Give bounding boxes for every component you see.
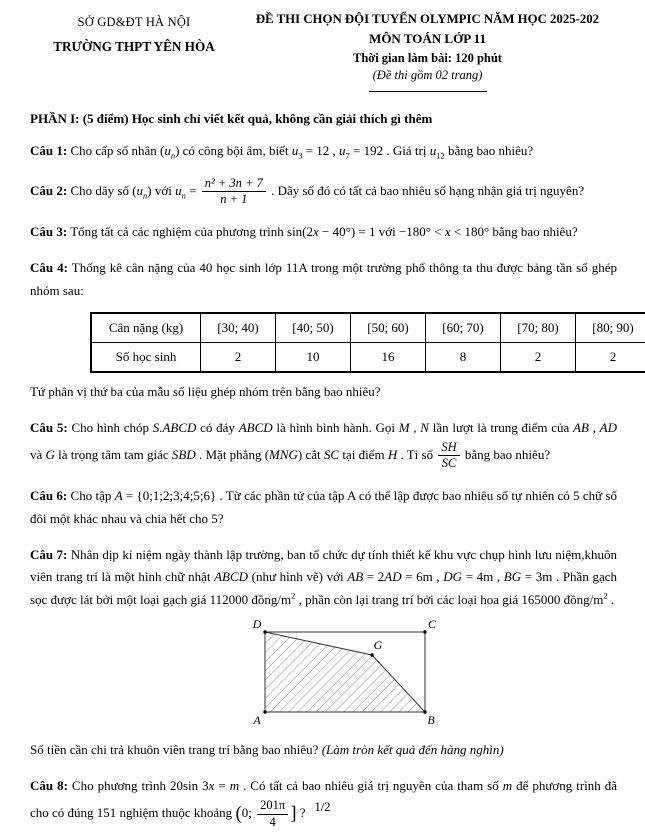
text-segment: Cho cấp số nhân ( [70, 143, 165, 158]
text-segment: , [588, 420, 600, 435]
question-1-label: Câu 1: [30, 143, 68, 158]
question-4-followup: Tứ phân vị thứ ba của mẫu số liệu ghép nhóm trên bằng bao nhiêu? [30, 384, 381, 400]
question-2-label: Câu 2: [30, 182, 68, 198]
table-cell: Số học sinh [91, 343, 201, 373]
fraction-denominator: n + 1 [220, 192, 248, 207]
text-segment: để phương trình đã cho có đúng 151 nghiệm thuộc khoảng [30, 777, 618, 821]
text-segment: 12 [436, 150, 445, 161]
text-segment: = {0;1;2;3;4;5;6} . Từ các phần tử của tập A có thể lập được bao nhiêu số tự nhiên có 5 chữ số đôi một khác nhau và chia hết cho 5? [30, 488, 618, 526]
school-name: TRƯỜNG THPT YÊN HÒA [53, 39, 215, 54]
text-segment: S.ABCD [152, 420, 197, 435]
text-segment: . Dãy số đó có tất cả bao nhiêu số hạng nhận giá trị nguyên? [267, 182, 585, 198]
table-cell: 8 [426, 343, 501, 373]
table-cell: Cân nặng (kg) [91, 313, 201, 343]
exam-pages-note: (Đề thi gồm 02 trang) [372, 68, 483, 82]
question-7-followup [30, 739, 617, 762]
text-segment: u [164, 143, 171, 158]
text-segment: ? [296, 805, 306, 821]
question-7-text [30, 547, 617, 608]
fraction-numerator: n² + 3n + 7 [202, 176, 266, 193]
text-segment: (Làm tròn kết quả đến hàng nghìn) [321, 741, 504, 757]
table-cell: 2 [576, 343, 645, 373]
question-6-label: Câu 6: [30, 488, 68, 503]
header-exam-block [238, 12, 617, 92]
text-segment: AB [573, 420, 589, 435]
table-cell: [80; 90) [576, 313, 645, 343]
text-segment: ABCD [238, 420, 273, 435]
text-segment: N [420, 420, 429, 435]
text-segment: AB [347, 569, 364, 585]
figure-label-d: D [252, 616, 262, 631]
text-segment: ) cắt [297, 446, 324, 462]
fraction [436, 440, 461, 472]
rectangle-figure [238, 615, 463, 727]
text-segment: ] [290, 803, 297, 825]
text-segment: ( [235, 803, 242, 825]
table-row [91, 343, 645, 373]
table-cell: 16 [351, 343, 426, 373]
exam-title: ĐỀ THI CHỌN ĐỘI TUYỂN OLYMPIC NĂM HỌC 2025-202 [255, 12, 600, 26]
text-segment: . Có tất cả bao nhiêu giá trị nguyên của tham số [239, 777, 503, 793]
text-segment: x [208, 777, 215, 793]
table-cell: [50; 60) [351, 313, 426, 343]
question-7 [30, 544, 617, 612]
text-segment: (như hình vẽ) với [248, 569, 348, 585]
question-3-text [70, 224, 577, 239]
text-segment: và [30, 446, 46, 462]
question-5-label: Câu 5: [30, 420, 68, 435]
text-segment: Nhân dịp kỉ niệm ngày thành lập trường, ban tổ chức dự tính thiết kế khu vực chụp hình lưu niệm,khuôn viên trang trí là một hình chữ nhật [30, 546, 618, 585]
text-segment: − 40°) = 1 với −180° < [318, 224, 445, 239]
question-3 [30, 221, 617, 244]
text-segment: = 192 . Giá trị [349, 143, 430, 158]
text-segment: MNG [269, 446, 298, 462]
text-segment: u [339, 143, 346, 158]
text-segment: = 6m , [401, 569, 444, 585]
text-segment: n [181, 190, 186, 201]
text-segment: H [387, 446, 398, 462]
text-segment: DG [443, 569, 463, 585]
text-segment: Thống kê cân nặng của 40 học sinh lớp 11A trong một trường phổ thông ta thu được bảng tần số ghép nhóm sau: [30, 259, 618, 298]
text-segment: , phần còn lại trang trí bởi các loại hoa giá 165000 đồng/m [295, 592, 604, 607]
question-6-text [30, 488, 617, 526]
text-segment: = [185, 182, 200, 198]
text-segment: m [229, 777, 240, 793]
exam-subject: MÔN TOÁN LỚP 11 [369, 31, 486, 46]
text-segment: M [398, 420, 410, 435]
text-segment: 7 [345, 150, 350, 161]
text-segment: Cho tập [70, 488, 115, 503]
text-segment: A [114, 488, 123, 503]
figure-label-g: G [373, 637, 383, 652]
text-segment: n [170, 150, 176, 161]
vertex-dot [423, 710, 426, 713]
fraction-numerator: SH [438, 440, 459, 457]
question-7-label: Câu 7: [30, 546, 68, 562]
text-segment: 0; [241, 805, 256, 821]
text-segment: là hình bình hành. Gọi [272, 420, 399, 435]
text-segment: 2 [291, 590, 296, 601]
header-divider [369, 91, 487, 92]
text-segment: 3 [298, 150, 303, 161]
text-segment: n [143, 190, 148, 201]
question-1 [30, 140, 617, 163]
figure-label-c: C [427, 616, 437, 631]
text-segment: m [502, 777, 513, 793]
text-segment: là trọng tâm tam giác [54, 446, 172, 462]
text-segment: có đáy [196, 420, 239, 435]
text-segment: BG [503, 569, 522, 585]
text-segment: AD [599, 420, 617, 435]
text-segment: < 180° bằng bao nhiêu? [450, 224, 578, 239]
table-cell: 10 [276, 343, 351, 373]
text-segment: ABCD [214, 569, 249, 585]
text-segment: = 4m , [462, 569, 504, 585]
text-segment: , [409, 420, 421, 435]
hatched-region [265, 632, 425, 712]
table-cell: [70; 80) [501, 313, 576, 343]
header-school-block [30, 12, 238, 92]
text-segment: . Tỉ số [397, 446, 437, 462]
text-segment: ) có công bội âm, biết [175, 143, 292, 158]
table-cell: 2 [501, 343, 576, 373]
frequency-table [90, 312, 645, 373]
figure-label-b: B [427, 712, 435, 727]
question-1-text [70, 143, 534, 161]
department-name: SỞ GD&ĐT HÀ NỘI [77, 15, 191, 29]
exam-duration: Thời gian làm bài: 120 phút [353, 51, 502, 65]
text-segment: Cho hình chóp [71, 420, 153, 435]
text-segment: Cho dãy số ( [70, 182, 137, 198]
question-4-text [30, 260, 617, 298]
text-segment: SC [323, 446, 340, 462]
fraction [200, 176, 268, 208]
text-segment: u [429, 143, 437, 158]
question-4-label: Câu 4: [30, 259, 68, 275]
table-cell: [60; 70) [426, 313, 501, 343]
question-5 [30, 417, 617, 472]
section-heading: PHẦN I: (5 điểm) Học sinh chỉ viết kết quả, không cần giải thích gì thêm [30, 111, 433, 126]
text-segment: x [313, 224, 319, 239]
text-segment: lần lượt là trung điểm của [428, 420, 574, 435]
table-cell: [30; 40) [201, 313, 276, 343]
text-segment: = 3m . Phần gạch sọc được lát bởi một loại gạch giá 112000 đồng/m [30, 569, 617, 607]
question-5-text [30, 420, 617, 471]
page-number: 1/2 [314, 800, 331, 814]
text-segment: G [45, 446, 55, 462]
fraction-denominator: SC [441, 456, 457, 471]
vertex-dot [423, 630, 426, 633]
text-segment: . [607, 592, 615, 607]
text-segment: SBD [171, 446, 196, 462]
question-2-text [70, 175, 585, 207]
figure-container [238, 615, 617, 731]
table-cell: [40; 50) [276, 313, 351, 343]
text-segment: = [214, 777, 230, 793]
text-segment: AD [384, 569, 402, 585]
question-2 [30, 176, 617, 208]
text-segment: ) với [147, 182, 176, 198]
text-segment: bằng bao nhiêu? [444, 143, 534, 158]
text-segment: 2 [603, 590, 608, 601]
text-segment: = 12 , [302, 143, 340, 158]
text-segment: bằng bao nhiêu? [461, 446, 551, 462]
vertex-dot [370, 653, 373, 656]
question-6 [30, 485, 617, 531]
table-row [91, 313, 645, 343]
text-segment: . Mặt phẳng ( [195, 446, 270, 462]
table-cell: 2 [201, 343, 276, 373]
text-segment: u [175, 182, 182, 198]
text-segment: = 2 [363, 569, 385, 585]
question-3-label: Câu 3: [30, 224, 68, 239]
header [30, 12, 617, 92]
figure-label-a: A [253, 712, 261, 727]
text-segment: Tổng tất cả các nghiệm của phương trình sin(2 [70, 224, 314, 239]
vertex-dot [263, 710, 266, 713]
fraction-numerator: 201π [257, 798, 288, 815]
question-8-label: Câu 8: [30, 777, 68, 793]
text-segment: Số tiền cần chi trả khuôn viên trang trí bằng bao nhiêu? [30, 741, 322, 757]
text-segment: x [444, 224, 451, 239]
text-segment: tại điểm [339, 446, 388, 462]
text-segment: u [291, 143, 299, 158]
text-segment: u [136, 182, 144, 198]
vertex-dot [263, 630, 266, 633]
text-segment: Cho phương trình 20sin 3 [71, 777, 209, 793]
fraction-denominator: 4 [269, 814, 276, 829]
question-4 [30, 257, 617, 303]
